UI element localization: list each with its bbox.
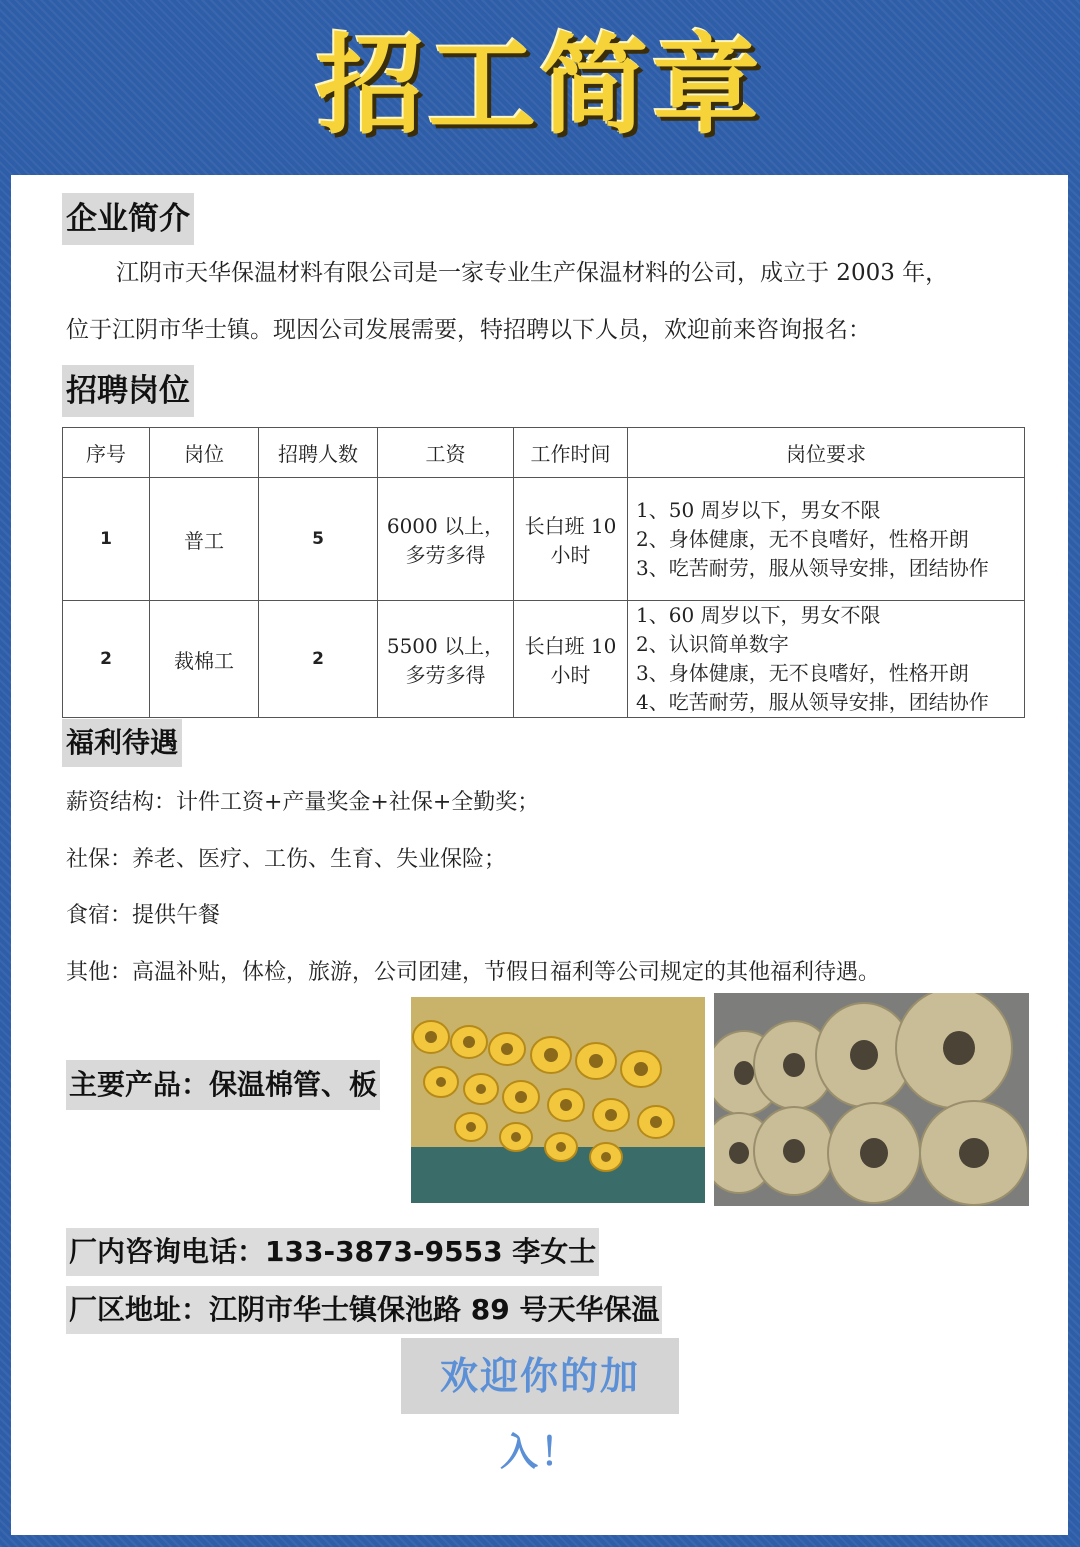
salary-line-2: 多劳多得 bbox=[405, 663, 486, 687]
intro-line-1: 江阴市天华保温材料有限公司是一家专业生产保温材料的公司，成立于 2003 年， bbox=[116, 260, 949, 286]
cell-hours bbox=[514, 478, 628, 601]
hours-line-1: 长白班 10 bbox=[524, 514, 617, 538]
table-header-row bbox=[63, 428, 1025, 478]
intro-heading: 企业简介 bbox=[62, 193, 194, 245]
salary-line-2: 多劳多得 bbox=[405, 543, 486, 567]
cell-requirements bbox=[628, 601, 1025, 718]
jobs-heading: 招聘岗位 bbox=[62, 365, 194, 417]
product-photo-yellow-pipes bbox=[411, 997, 705, 1203]
cell-requirements bbox=[628, 478, 1025, 601]
cell-no: 2 bbox=[63, 601, 150, 718]
col-header-count: 招聘人数 bbox=[259, 428, 378, 478]
intro-line-2: 位于江阴市华士镇。现因公司发展需要，特招聘以下人员，欢迎前来咨询报名： bbox=[66, 317, 871, 343]
table-row bbox=[63, 601, 1025, 718]
benefit-item: 其他：高温补贴，体检，旅游，公司团建，节假日福利等公司规定的其他福利待遇。 bbox=[66, 960, 881, 985]
cell-count: 5 bbox=[259, 478, 378, 601]
hours-line-2: 小时 bbox=[550, 663, 591, 687]
cell-hours bbox=[514, 601, 628, 718]
requirement-item: 2、身体健康，无不良嗜好，性格开朗 bbox=[636, 526, 969, 551]
salary-line-1: 5500 以上， bbox=[386, 634, 505, 658]
welcome-banner: 欢迎你的加入！ bbox=[401, 1338, 679, 1414]
poster-paper bbox=[11, 175, 1068, 1535]
intro-text bbox=[66, 245, 1026, 359]
product-photo-rockwool-pipes bbox=[714, 993, 1029, 1206]
table-row bbox=[63, 478, 1025, 601]
requirement-item: 3、吃苦耐劳，服从领导安排，团结协作 bbox=[636, 555, 989, 580]
benefit-item: 薪资结构：计件工资+产量奖金+社保+全勤奖； bbox=[66, 790, 540, 815]
contact-phone: 厂内咨询电话：133-3873-9553 李女士 bbox=[66, 1228, 599, 1276]
cell-salary bbox=[378, 478, 514, 601]
contact-address: 厂区地址：江阴市华士镇保池路 89 号天华保温 bbox=[66, 1286, 662, 1334]
col-header-requirements: 岗位要求 bbox=[628, 428, 1025, 478]
cell-count: 2 bbox=[259, 601, 378, 718]
cell-salary bbox=[378, 601, 514, 718]
cell-position: 裁棉工 bbox=[150, 601, 259, 718]
requirement-item: 2、认识简单数字 bbox=[636, 632, 789, 656]
col-header-position: 岗位 bbox=[150, 428, 259, 478]
cell-no: 1 bbox=[63, 478, 150, 601]
hours-line-2: 小时 bbox=[550, 543, 591, 567]
salary-line-1: 6000 以上， bbox=[386, 514, 505, 538]
products-label: 主要产品：保温棉管、板 bbox=[66, 1060, 380, 1110]
benefits-heading: 福利待遇 bbox=[62, 719, 182, 767]
col-header-no: 序号 bbox=[63, 428, 150, 478]
jobs-table bbox=[62, 427, 1025, 718]
col-header-salary: 工资 bbox=[378, 428, 514, 478]
poster-title: 招工简章 bbox=[315, 24, 764, 149]
requirement-item: 1、50 周岁以下，男女不限 bbox=[636, 497, 881, 522]
cell-position: 普工 bbox=[150, 478, 259, 601]
requirement-item: 1、60 周岁以下，男女不限 bbox=[636, 603, 881, 627]
benefit-item: 社保：养老、医疗、工伤、生育、失业保险； bbox=[66, 847, 507, 872]
hours-line-1: 长白班 10 bbox=[524, 634, 617, 658]
col-header-hours: 工作时间 bbox=[514, 428, 628, 478]
requirement-item: 3、身体健康，无不良嗜好，性格开朗 bbox=[636, 661, 969, 685]
benefit-item: 食宿：提供午餐 bbox=[66, 903, 221, 928]
requirement-item: 4、吃苦耐劳，服从领导安排，团结协作 bbox=[636, 690, 989, 714]
